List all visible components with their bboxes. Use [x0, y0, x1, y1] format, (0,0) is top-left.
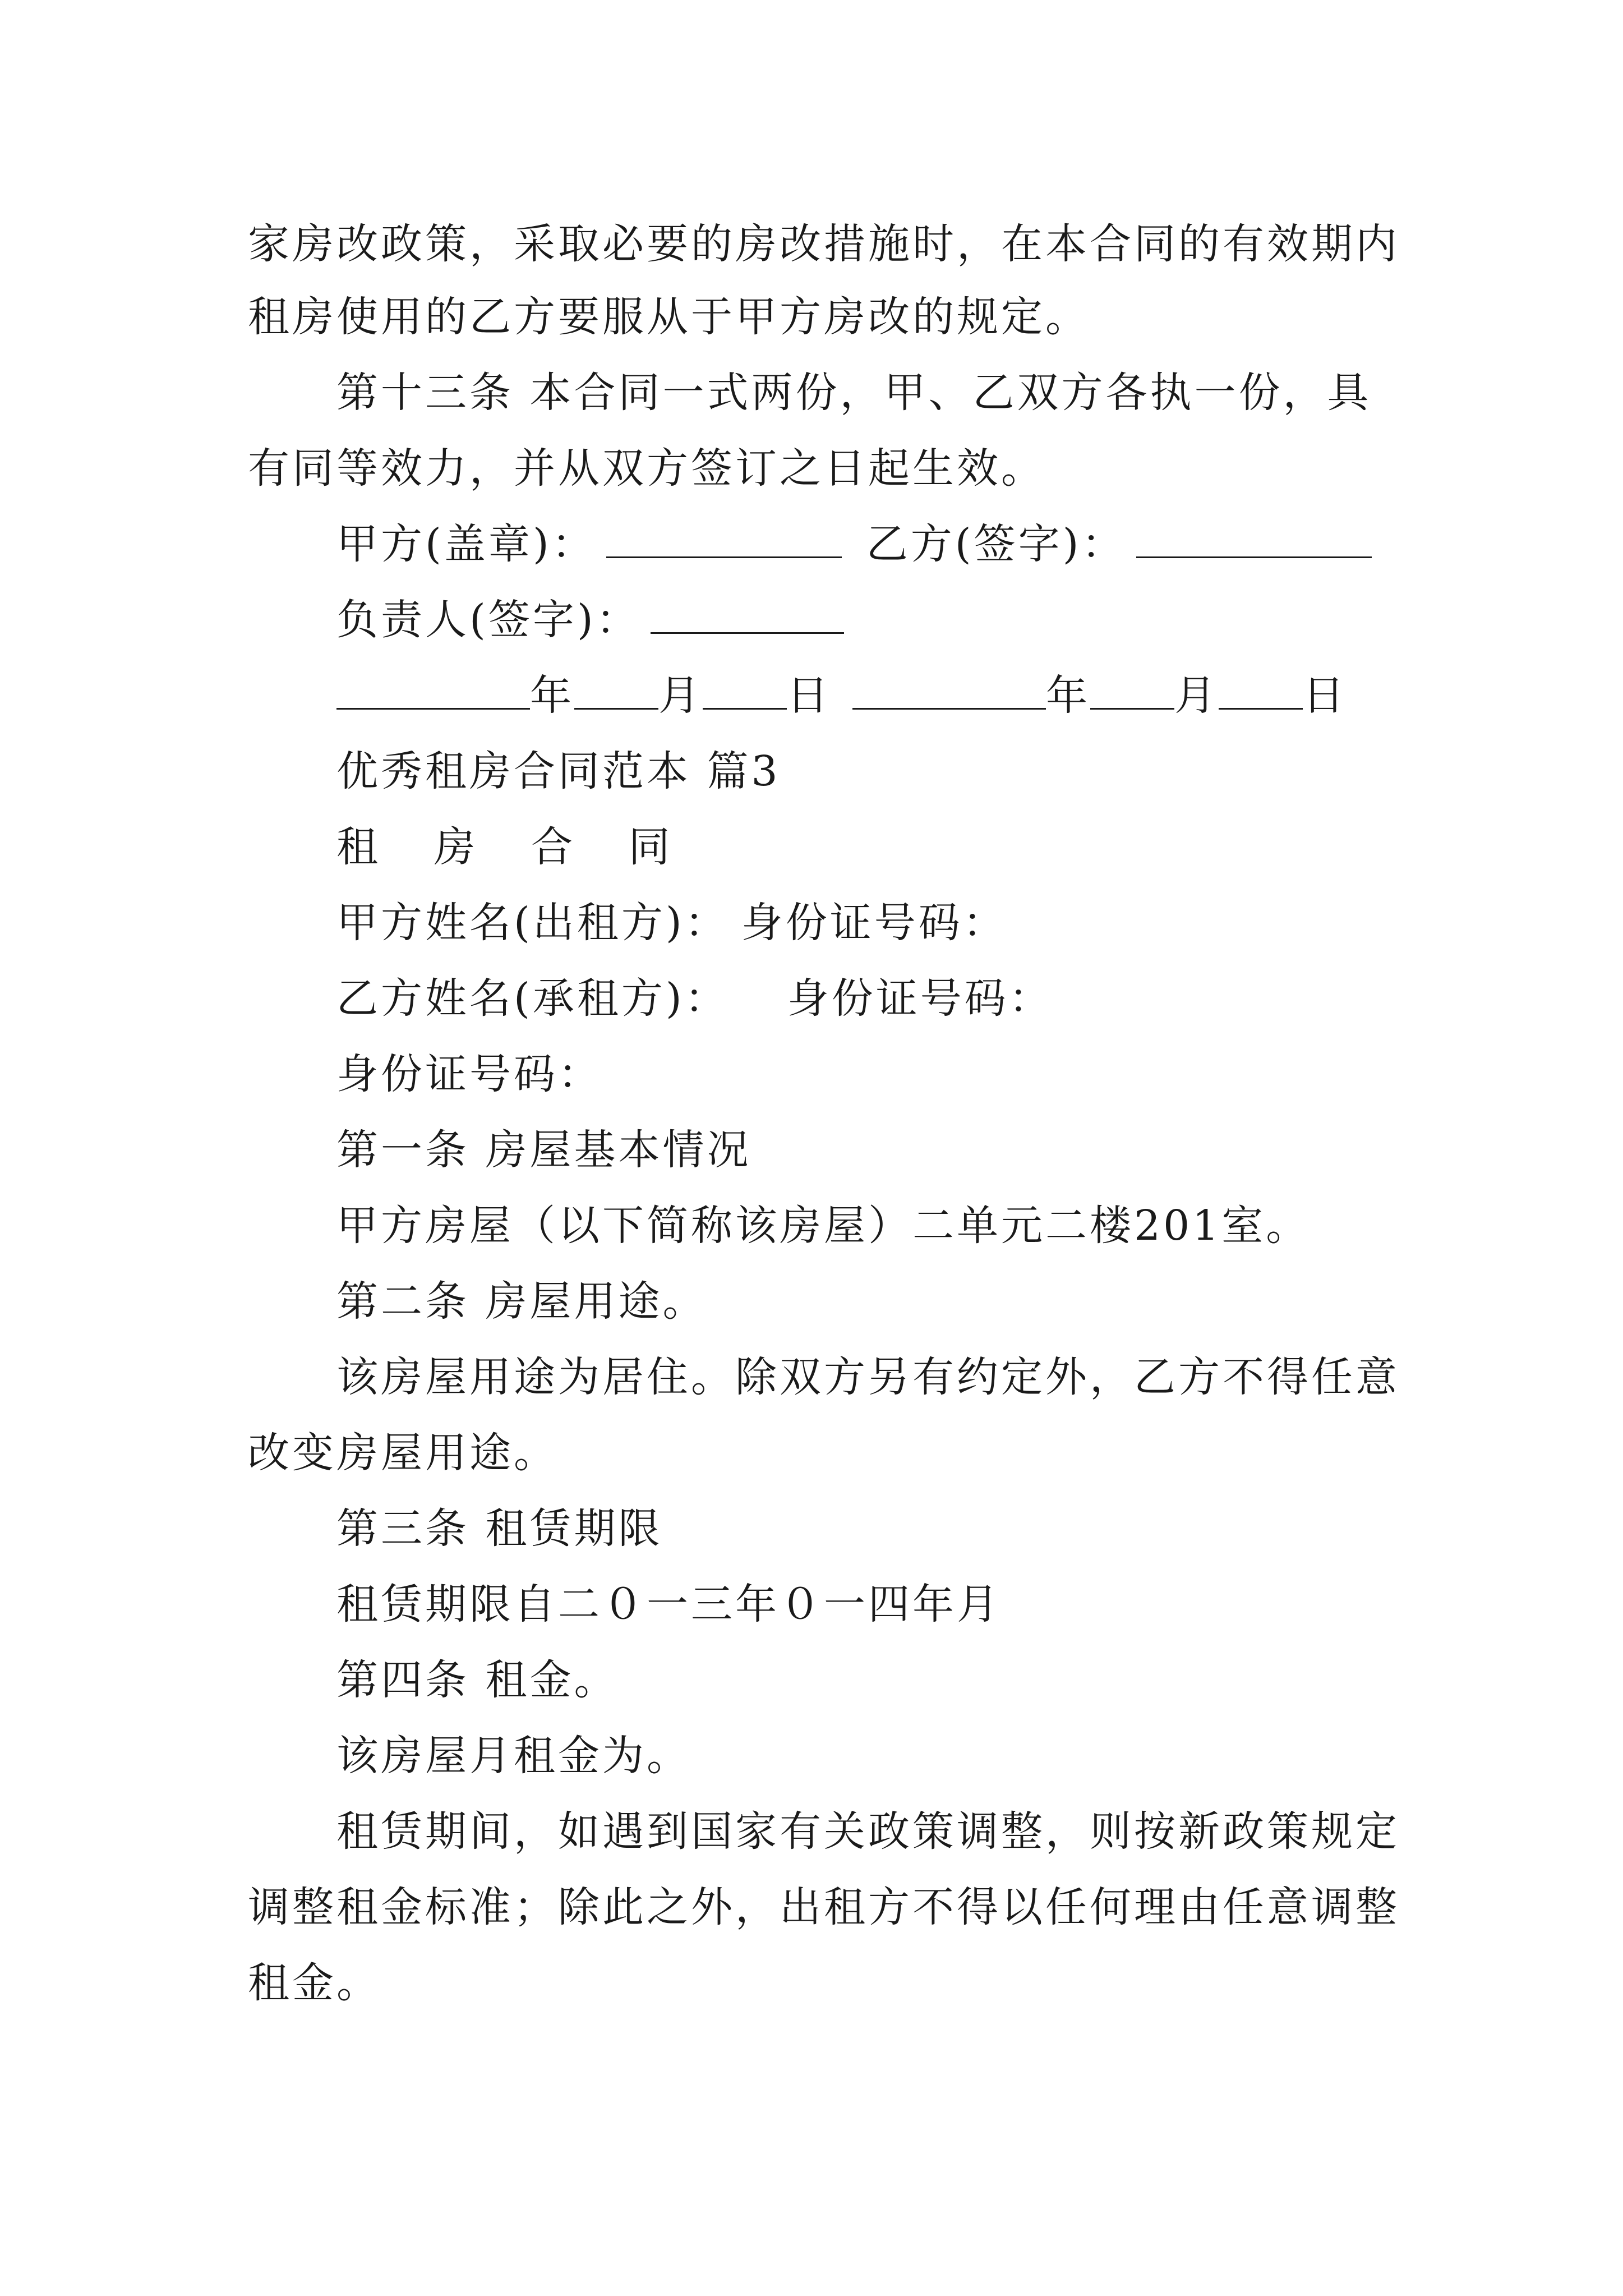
signature-row-responsible: [336, 592, 844, 648]
clause-2-heading: 第二条 房屋用途。: [336, 1277, 707, 1326]
year-label: 年: [530, 671, 574, 720]
month-label: 月: [1174, 671, 1219, 720]
clause-2-text-cont: 改变房屋用途。: [248, 1429, 558, 1477]
clause-13-line: 第十三条 本合同一式两份，甲、乙双方各执一份，具: [336, 369, 1372, 417]
clause-2-text: 该房屋用途为居住。除双方另有约定外，乙方不得任意: [336, 1353, 1400, 1401]
clause-4-text-2: 租赁期间，如遇到国家有关政策调整，则按新政策规定: [336, 1807, 1400, 1856]
responsible-sign-label: 负责人(签字)：: [336, 596, 640, 644]
day-label: 日: [1303, 671, 1347, 720]
party-a-name-label: 甲方姓名(出租方)：: [336, 899, 729, 947]
party-b-sign-label: 乙方(签字)：: [866, 520, 1126, 568]
clause-3-heading: 第三条 租赁期限: [336, 1504, 663, 1553]
party-a-signature-blank: [606, 518, 842, 558]
contract-title: 租 房 合 同: [336, 823, 691, 871]
party-b-name-label: 乙方姓名(承租方)：: [336, 974, 729, 1023]
date-b-month-blank: [1090, 670, 1174, 710]
date-a-year-blank: [336, 670, 530, 710]
id-number-label: 身份证号码：: [336, 1050, 602, 1098]
party-b-id-label: 身份证号码：: [787, 974, 1053, 1023]
signature-row-dates: [336, 668, 1347, 724]
party-b-signature-blank: [1136, 518, 1372, 558]
date-b-day-blank: [1219, 670, 1303, 710]
clause-1-heading: 第一条 房屋基本情况: [336, 1126, 751, 1174]
paragraph-line: 家房改政策，采取必要的房改措施时，在本合同的有效期内: [248, 220, 1400, 268]
party-a-row: [336, 895, 1007, 951]
date-b-year-blank: [852, 670, 1046, 710]
day-label: 日: [787, 671, 831, 720]
clause-4-text: 该房屋月租金为。: [336, 1732, 691, 1780]
party-a-id-label: 身份证号码：: [741, 899, 1007, 947]
clause-4-text-2-cont: 调整租金标准；除此之外，出租方不得以任何理由任意调整: [248, 1883, 1400, 1931]
month-label: 月: [658, 671, 703, 720]
clause-1-text: 甲方房屋（以下简称该房屋）二单元二楼201室。: [336, 1202, 1311, 1250]
party-a-seal-label: 甲方(盖章)：: [336, 520, 596, 568]
date-a-month-blank: [574, 670, 658, 710]
date-a-day-blank: [703, 670, 787, 710]
clause-4-heading: 第四条 租金。: [336, 1656, 619, 1704]
party-b-row: [336, 970, 1053, 1027]
signature-row-parties: [336, 516, 1372, 572]
section-title: 优秀租房合同范本 篇3: [336, 747, 781, 795]
responsible-signature-blank: [651, 594, 844, 634]
clause-4-text-2-end: 租金。: [248, 1959, 381, 2007]
paragraph-line: 有同等效力，并从双方签订之日起生效。: [248, 444, 1045, 493]
paragraph-line: 租房使用的乙方要服从于甲方房改的规定。: [248, 293, 1090, 341]
year-label: 年: [1046, 671, 1090, 720]
clause-3-text: 租赁期限自二０一三年０一四年月: [336, 1580, 1001, 1628]
